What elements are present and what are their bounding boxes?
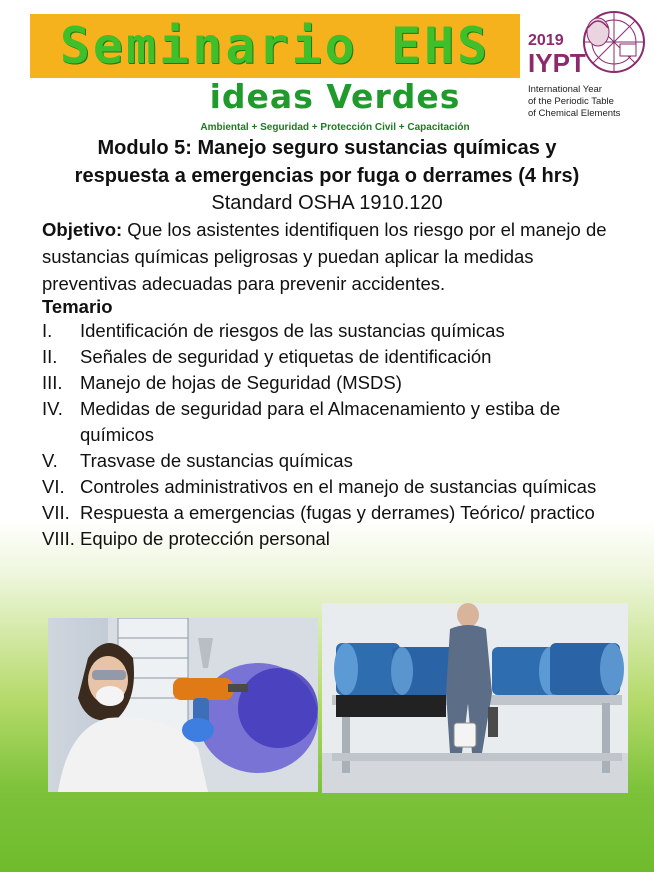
objective-label: Objetivo: (42, 219, 123, 240)
topic-text: Identificación de riesgos de las sustancias químicas (80, 320, 505, 341)
topic-numeral: III. (42, 372, 63, 393)
topic-numeral: VI. (42, 476, 65, 497)
topic-item (42, 500, 632, 526)
topic-item (42, 370, 632, 396)
topic-numeral: V. (42, 450, 58, 471)
topic-text: Trasvase de sustancias químicas (80, 450, 353, 471)
drum-storage-illustration (322, 603, 628, 793)
brand-block (175, 76, 495, 133)
topic-numeral: VII. (42, 502, 70, 523)
iypt-abbreviation: IYPT (528, 48, 586, 78)
iypt-logo (526, 6, 650, 122)
lab-worker-spray-photo (48, 618, 318, 792)
topic-item (42, 448, 632, 474)
topic-item (42, 318, 632, 344)
banner-title: Seminario EHS (59, 17, 491, 75)
seminar-banner (30, 14, 520, 78)
module-title-line-1: Modulo 5: Manejo seguro sustancias químicas y (97, 137, 557, 159)
topic-text: Respuesta a emergencias (fugas y derrames) Teórico/ practico (80, 502, 595, 523)
topic-numeral: I. (42, 320, 53, 341)
module-title (20, 134, 634, 190)
topic-text: Controles administrativos en el manejo de sustancias químicas (80, 476, 597, 497)
topic-list (42, 318, 632, 552)
objective-text: Que los asistentes identifiquen los riesgo por el manejo de sustancias químicas peligrosas y puedan aplicar la medidas preventivas adecuadas para prevenir accidentes. (42, 219, 607, 294)
temario-heading: Temario (42, 296, 113, 317)
topic-item (42, 344, 632, 370)
topic-numeral: II. (42, 346, 58, 367)
topic-item (42, 396, 632, 448)
topic-text: Equipo de protección personal (80, 528, 330, 549)
topic-text: Manejo de hojas de Seguridad (MSDS) (80, 372, 402, 393)
lab-worker-illustration (48, 618, 318, 792)
osha-standard: Standard OSHA 1910.120 (211, 192, 443, 214)
iypt-year: 2019 (528, 32, 564, 49)
brand-logo-text: ideas Verdes (209, 77, 461, 116)
topic-text: Señales de seguridad y etiquetas de identificación (80, 346, 492, 367)
topic-numeral: IV. (42, 398, 63, 419)
objective-paragraph (42, 216, 622, 297)
topic-item (42, 526, 632, 552)
topic-numeral: VIII. (42, 528, 75, 549)
drum-storage-photo (322, 603, 628, 793)
brand-tagline: Ambiental + Seguridad + Protección Civil + Capacitación (200, 122, 470, 133)
module-title-line-2: respuesta a emergencias por fuga o derrames (4 hrs) (74, 165, 580, 187)
iypt-caption: International Year of the Periodic Table of Chemical Elements (528, 84, 621, 119)
topic-item (42, 474, 632, 500)
topic-text: Medidas de seguridad para el Almacenamiento y estiba de químicos (80, 398, 561, 445)
periodic-table-seal-icon (570, 6, 650, 82)
